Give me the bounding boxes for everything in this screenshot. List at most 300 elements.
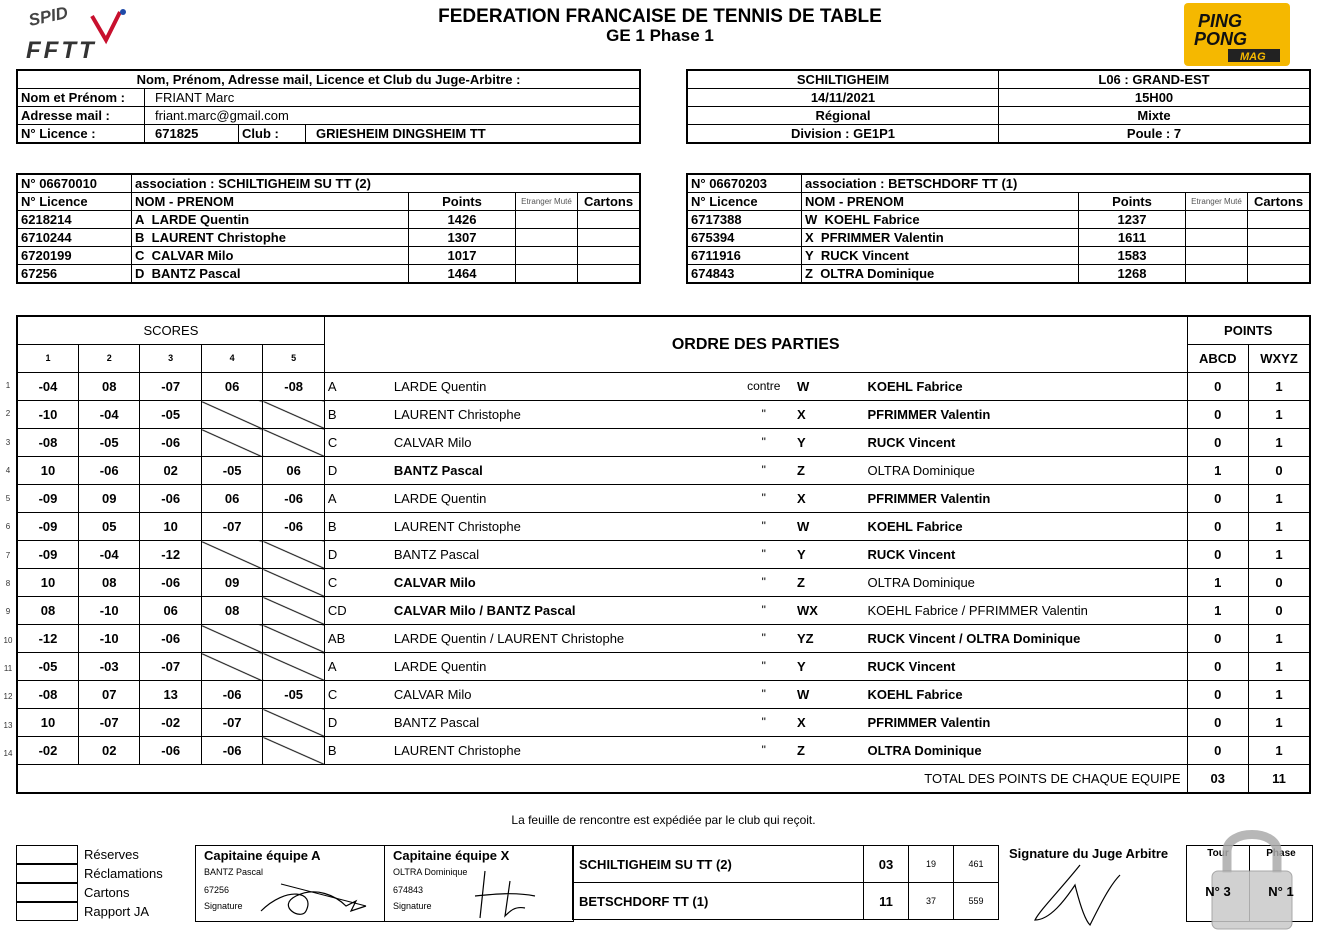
side-a-letter: CD [324,597,391,625]
points-wxyz: 0 [1248,457,1310,485]
set-score: 13 [140,681,201,709]
player-name: KOEHL Fabrice [824,212,920,227]
side-b-players: OLTRA Dominique [865,457,1188,485]
match-number: 10 [3,635,13,645]
set-score: 10 [17,709,78,737]
set-score: -12 [140,541,201,569]
set-score: -06 [201,681,262,709]
cartons-row[interactable] [16,883,186,902]
result-b-sets: 37 [909,883,954,920]
referee-club-label: Club : [239,125,306,144]
result-table [572,845,999,920]
set-score: -09 [17,485,78,513]
referee-email-label: Adresse mail : [17,107,145,125]
side-b-players: RUCK Vincent [865,541,1188,569]
points-abcd: 0 [1187,541,1248,569]
side-a-players: BANTZ Pascal [391,709,734,737]
team-b-player-row [687,247,1310,265]
logo-spid-text: SPID [26,4,70,30]
match-number: 4 [5,465,11,475]
player-name: LARDE Quentin [151,212,250,227]
set-score: -06 [140,429,201,457]
reclamations-checkbox[interactable] [16,864,78,883]
set-score: -06 [201,737,262,765]
side-b-players: OLTRA Dominique [865,569,1188,597]
set-score: -10 [78,597,139,625]
col-licence: N° Licence [17,193,132,211]
referee-heading: Nom, Prénom, Adresse mail, Licence et Club du Juge-Arbitre : [17,70,640,89]
tour-label: Tour [1207,848,1229,859]
side-a-letter: B [324,737,391,765]
tour-value: N° 3 [1205,884,1231,899]
reclamations-row[interactable] [16,864,186,883]
side-b-letter: X [794,709,865,737]
cartons-label: Cartons [84,885,130,900]
set-score: 09 [78,485,139,513]
col-points: Points [1079,193,1186,211]
set-score: 10 [17,457,78,485]
versus-label: " [734,513,794,541]
match-row [17,737,1310,765]
set-score: -07 [140,653,201,681]
col-name: NOM - PRENOM [132,193,409,211]
versus-label: " [734,485,794,513]
referee-name: FRIANT Marc [145,89,641,107]
set-score: -10 [78,625,139,653]
match-row [17,401,1310,429]
set-score: 10 [140,513,201,541]
side-a-letter: C [324,429,391,457]
logo-ping: PING [1198,11,1243,31]
player-licence: 6218214 [17,211,132,229]
player-letter: X [805,230,814,245]
versus-label: " [734,737,794,765]
points-wxyz: 1 [1248,485,1310,513]
logo-fftt-text: FFTT [26,37,97,62]
captain-x-signature-icon [455,866,555,921]
set-score: -05 [140,401,201,429]
set-score: -04 [17,373,78,401]
points-wxyz: 1 [1248,681,1310,709]
side-a-players: CALVAR Milo [391,429,734,457]
side-b-letter: X [794,485,865,513]
col-foreign: Etranger Muté [1186,193,1248,211]
versus-label: " [734,457,794,485]
set-score: -06 [140,485,201,513]
side-a-letter: D [324,541,391,569]
set-score: -02 [17,737,78,765]
player-points: 1307 [409,229,516,247]
match-row [17,709,1310,737]
versus-label: " [734,653,794,681]
points-abcd: 1 [1187,569,1248,597]
captain-x-licence: 674843 [393,885,424,895]
player-name: PFRIMMER Valentin [820,230,944,245]
points-abcd: 0 [1187,709,1248,737]
points-wxyz: 1 [1248,653,1310,681]
points-abcd: 0 [1187,653,1248,681]
match-number: 8 [5,579,11,589]
phase-value: N° 1 [1268,884,1294,899]
scores-title: SCORES [17,316,324,345]
footer-note: La feuille de rencontre est expédiée par le club qui reçoit. [511,813,816,827]
set-score: -06 [140,737,201,765]
match-row [17,457,1310,485]
player-letter: C [135,248,145,263]
side-b-letter: Y [794,653,865,681]
player-points: 1237 [1079,211,1186,229]
reserves-checkbox[interactable] [16,845,78,864]
rapport-checkbox[interactable] [16,902,78,921]
side-b-letter: X [794,401,865,429]
points-wxyz: 1 [1248,513,1310,541]
set-score: -08 [17,681,78,709]
team-a-player-row [17,229,640,247]
reserves-row[interactable] [16,845,186,864]
set-score [263,709,325,737]
match-number: 11 [3,663,13,673]
team-a-player-row [17,247,640,265]
set-score: -04 [78,541,139,569]
match-venue: SCHILTIGHEIM [687,70,999,89]
match-number: 6 [5,522,11,532]
player-name: LAURENT Christophe [151,230,286,245]
match-number: 7 [5,550,11,560]
referee-name-label: Nom et Prénom : [17,89,145,107]
versus-label: " [734,597,794,625]
match-row [17,625,1310,653]
match-number: 2 [5,409,11,419]
captain-a-signature-icon [256,866,376,921]
fftt-logo [22,4,132,62]
col-cards: Cartons [1248,193,1311,211]
side-b-letter: Z [794,737,865,765]
points-abcd: 0 [1187,485,1248,513]
team-b-table [686,173,1311,284]
player-points: 1017 [409,247,516,265]
set-score [201,625,262,653]
side-a-players: LARDE Quentin [391,373,734,401]
match-time: 15H00 [999,89,1311,107]
set-score [263,597,325,625]
set-header: 1 [17,345,78,373]
match-row [17,653,1310,681]
player-name: OLTRA Dominique [820,266,935,281]
match-division: Division : GE1P1 [687,125,999,144]
set-score: 10 [17,569,78,597]
points-wxyz: 1 [1248,625,1310,653]
captain-a-box [195,845,385,922]
team-b-player-row [687,229,1310,247]
set-score: -03 [78,653,139,681]
points-wxyz: 1 [1248,429,1310,457]
set-score: -09 [17,513,78,541]
player-licence: 674843 [687,265,802,284]
set-score: 06 [201,485,262,513]
match-number: 1 [5,381,11,390]
match-row [17,681,1310,709]
player-points: 1268 [1079,265,1186,284]
set-header: 5 [263,345,325,373]
versus-label: " [734,625,794,653]
referee-signature-label: Signature du Juge Arbitre [1009,846,1169,861]
match-row [17,485,1310,513]
captain-a-signature-label: Signature [204,901,243,911]
side-b-letter: Y [794,429,865,457]
player-licence: 6720199 [17,247,132,265]
logo-pong: PONG [1194,29,1248,49]
lock-icon [1202,821,1302,933]
team-b-player-row [687,211,1310,229]
set-score: -05 [17,653,78,681]
set-score [263,653,325,681]
result-b-points: 11 [864,883,909,920]
points-wxyz: 0 [1248,597,1310,625]
points-abcd: 0 [1187,625,1248,653]
player-points: 1426 [409,211,516,229]
set-score [201,429,262,457]
side-b-players: KOEHL Fabrice [865,373,1188,401]
side-b-players: KOEHL Fabrice [865,681,1188,709]
set-score: -02 [140,709,201,737]
match-row [17,373,1310,401]
result-b-balls: 559 [954,883,999,920]
player-letter: Y [805,248,814,263]
side-b-players: KOEHL Fabrice / PFRIMMER Valentin [865,597,1188,625]
points-abcd: 0 [1187,401,1248,429]
points-wxyz: 1 [1248,709,1310,737]
team-a-player-row [17,265,640,284]
total-label: TOTAL DES POINTS DE CHAQUE EQUIPE [17,765,1187,794]
col-cards: Cartons [578,193,641,211]
points-wxyz: 1 [1248,541,1310,569]
set-score: -09 [17,541,78,569]
side-b-players: PFRIMMER Valentin [865,709,1188,737]
result-a-sets: 19 [909,846,954,883]
set-score: 05 [78,513,139,541]
referee-email: friant.marc@gmail.com [145,107,641,125]
set-score: -06 [263,485,325,513]
set-score: -05 [263,681,325,709]
phase-label: Phase [1266,848,1296,859]
points-abcd: 0 [1187,429,1248,457]
side-a-letter: B [324,401,391,429]
side-b-players: RUCK Vincent / OLTRA Dominique [865,625,1188,653]
versus-label: " [734,569,794,597]
captain-x-name: OLTRA Dominique [393,867,468,877]
side-b-letter: Z [794,457,865,485]
set-score [263,569,325,597]
col-licence: N° Licence [687,193,802,211]
abcd-header: ABCD [1187,345,1248,373]
player-name: RUCK Vincent [820,248,909,263]
set-score: 08 [17,597,78,625]
set-header: 3 [140,345,201,373]
pingpong-mag-logo [1184,3,1290,66]
referee-table [16,69,641,144]
side-a-players: LAURENT Christophe [391,737,734,765]
match-row [17,569,1310,597]
versus-label: " [734,709,794,737]
match-info-table [686,69,1311,144]
player-licence: 67256 [17,265,132,284]
versus-label: " [734,429,794,457]
captain-a-name: BANTZ Pascal [204,867,264,877]
result-b-team: BETSCHDORF TT (1) [573,883,864,920]
side-b-letter: Z [794,569,865,597]
team-b-player-row [687,265,1310,284]
points-abcd: 1 [1187,457,1248,485]
side-b-letter: W [794,373,865,401]
set-header: 2 [78,345,139,373]
result-a-balls: 461 [954,846,999,883]
match-number: 12 [3,692,13,702]
set-score: -05 [201,457,262,485]
side-b-players: OLTRA Dominique [865,737,1188,765]
points-wxyz: 1 [1248,401,1310,429]
match-row [17,541,1310,569]
set-score [201,401,262,429]
side-a-players: BANTZ Pascal [391,541,734,569]
set-score: 08 [201,597,262,625]
col-points: Points [409,193,516,211]
total-a: 03 [1187,765,1248,794]
match-row [17,597,1310,625]
points-abcd: 1 [1187,597,1248,625]
player-letter: B [135,230,145,245]
matches-table [16,315,1311,794]
side-b-letter: W [794,681,865,709]
match-row [17,429,1310,457]
side-a-players: LARDE Quentin / LAURENT Christophe [391,625,734,653]
match-number: 14 [3,748,13,758]
result-a-points: 03 [864,846,909,883]
total-b: 11 [1248,765,1310,794]
player-licence: 6717388 [687,211,802,229]
points-abcd: 0 [1187,737,1248,765]
points-wxyz: 1 [1248,737,1310,765]
player-licence: 6711916 [687,247,802,265]
set-score [263,429,325,457]
side-b-letter: Y [794,541,865,569]
points-wxyz: 0 [1248,569,1310,597]
match-number: 3 [5,437,11,447]
match-number: 13 [3,720,13,730]
set-score: -06 [78,457,139,485]
row-numbers [0,372,16,768]
player-letter: W [805,212,818,227]
set-score [201,653,262,681]
player-points: 1583 [1079,247,1186,265]
team-a-table [16,173,641,284]
captain-a-licence: 67256 [204,885,230,895]
match-category: Mixte [999,107,1311,125]
fftt-logo-icon [22,4,132,62]
team-b-association: association : BETSCHDORF TT (1) [802,174,1311,193]
referee-signature-icon [1020,860,1130,930]
set-score: -12 [17,625,78,653]
versus-label: " [734,541,794,569]
set-score: -06 [140,625,201,653]
set-score [263,625,325,653]
side-a-letter: C [324,569,391,597]
player-letter: A [135,212,145,227]
set-header: 4 [201,345,262,373]
side-a-letter: A [324,653,391,681]
player-licence: 675394 [687,229,802,247]
team-a-association: association : SCHILTIGHEIM SU TT (2) [132,174,641,193]
cartons-checkbox[interactable] [16,883,78,902]
points-abcd: 0 [1187,513,1248,541]
match-number: 5 [5,494,11,504]
side-a-letter: B [324,513,391,541]
match-pool: Poule : 7 [999,125,1311,144]
match-league: L06 : GRAND-EST [999,70,1311,89]
side-a-players: BANTZ Pascal [391,457,734,485]
set-score [263,401,325,429]
set-score: 09 [201,569,262,597]
tour-phase-box [1186,845,1313,922]
side-a-letter: D [324,709,391,737]
side-b-players: RUCK Vincent [865,653,1188,681]
match-date: 14/11/2021 [687,89,999,107]
col-foreign: Etranger Muté [516,193,578,211]
points-title: POINTS [1187,316,1310,345]
wxyz-header: WXYZ [1248,345,1310,373]
side-a-players: CALVAR Milo [391,681,734,709]
player-name: CALVAR Milo [151,248,234,263]
match-row [17,513,1310,541]
set-score: 02 [78,737,139,765]
set-score: 08 [78,569,139,597]
player-points: 1464 [409,265,516,284]
team-a-player-row [17,211,640,229]
captain-a-title: Capitaine équipe A [204,848,321,863]
pingpong-logo-icon [1184,3,1290,66]
referee-licence-label: N° Licence : [17,125,145,144]
match-level: Régional [687,107,999,125]
set-score: 06 [201,373,262,401]
side-b-letter: WX [794,597,865,625]
side-a-letter: A [324,373,391,401]
rapport-label: Rapport JA [84,904,150,919]
side-a-players: CALVAR Milo / BANTZ Pascal [391,597,734,625]
team-b-number: N° 06670203 [687,174,802,193]
side-a-letter: C [324,681,391,709]
set-score: 08 [78,373,139,401]
logo-mag: MAG [1240,51,1266,63]
set-score: -08 [263,373,325,401]
rapport-row[interactable] [16,902,186,921]
checkbox-group [16,845,186,921]
side-a-players: LARDE Quentin [391,653,734,681]
set-score: -06 [263,513,325,541]
side-a-players: LAURENT Christophe [391,401,734,429]
set-score: -07 [201,709,262,737]
set-score: -07 [78,709,139,737]
set-score: -05 [78,429,139,457]
set-score: -10 [17,401,78,429]
versus-label: contre [734,373,794,401]
side-b-players: PFRIMMER Valentin [865,485,1188,513]
set-score: -08 [17,429,78,457]
points-wxyz: 1 [1248,373,1310,401]
result-a-team: SCHILTIGHEIM SU TT (2) [573,846,864,883]
set-score: 06 [140,597,201,625]
reserves-label: Réserves [84,847,139,862]
side-b-players: KOEHL Fabrice [865,513,1188,541]
set-score [263,737,325,765]
